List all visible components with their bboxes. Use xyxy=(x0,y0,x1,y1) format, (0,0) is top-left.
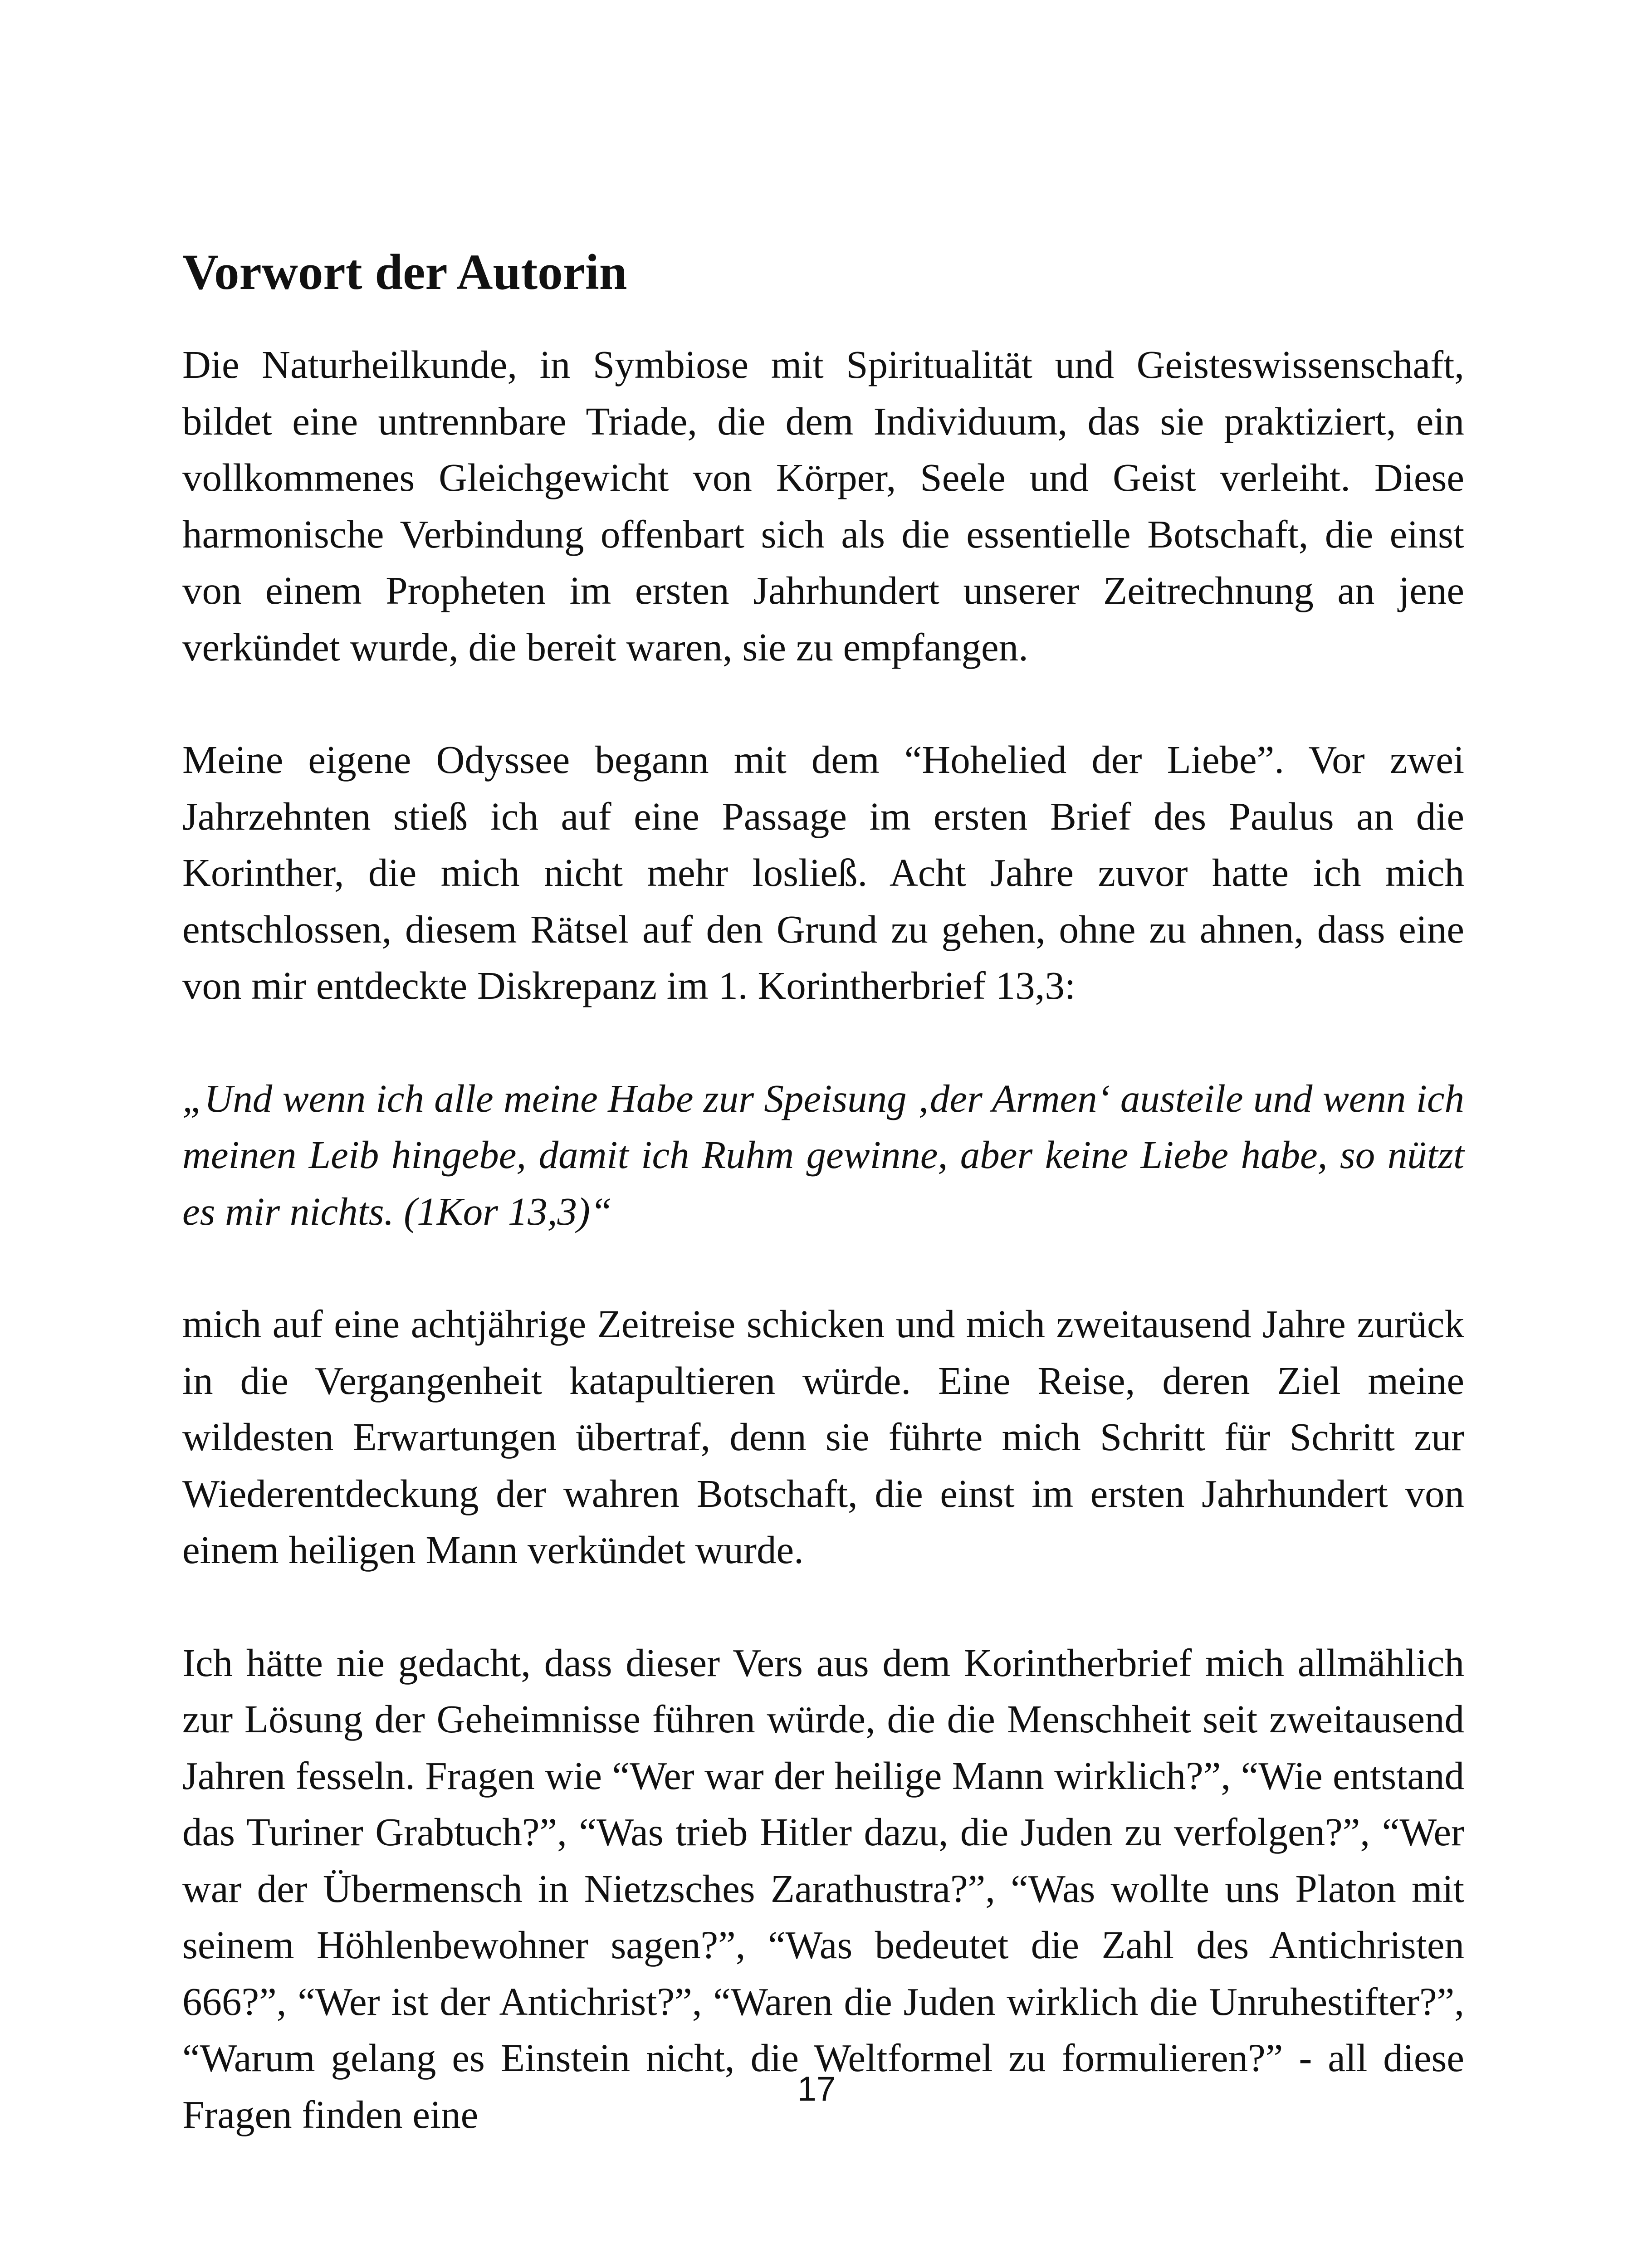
paragraph-4: Ich hätte nie gedacht, dass dieser Vers aus dem Korintherbrief mich allmählich zur Lösung der Geheimnisse führen würde, die die Menschheit seit zweitausend Jahren fesseln. Fragen wie “Wer war der heilige Mann wirklich?”, “Wie entstand das Turiner Grabtuch?”, “Was trieb Hitler dazu, die Juden zu verfolgen?”, “Wer war der Übermensch in Nietzsches Zarathustra?”, “Was wollte uns Platon mit seinem Höhlenbewohner sagen?”, “Was bedeutet die Zahl des Antichristen 666?”, “Wer ist der Antichrist?”, “Waren die Juden wirklich die Unruhestifter?”, “Warum gelang es Einstein nicht, die Weltformel zu formulieren?” - all diese Fragen finden eine xyxy=(182,1640,1464,2136)
bible-quote: „Und wenn ich alle meine Habe zur Speisung ‚der Armen‘ austeile und wenn ich meinen Leib hingebe, damit ich Ruhm gewinne, aber keine Liebe habe, so nützt es mir nichts. (1Kor 13,3)“ xyxy=(182,1076,1464,1233)
chapter-heading: Vorwort der Autorin xyxy=(182,244,627,300)
paragraph-3: mich auf eine achtjährige Zeitreise schicken und mich zweitausend Jahre zurück in die Vergangenheit katapultieren würde. Eine Reise, deren Ziel meine wildesten Erwartungen übertraf, denn sie führte mich Schritt für Schritt zur Wiederentdeckung der wahren Botschaft, die einst im ersten Jahrhundert von einem heiligen Mann verkündet wurde. xyxy=(182,1302,1464,1572)
paragraph-2: Meine eigene Odyssee begann mit dem “Hohelied der Liebe”. Vor zwei Jahrzehnten stieß ich auf eine Passage im ersten Brief des Paulus an die Korinther, die mich nicht mehr losließ. Acht Jahre zuvor hatte ich mich entschlossen, diesem Rätsel auf den Grund zu gehen, ohne zu ahnen, dass eine von mir entdeckte Diskrepanz im 1. Korintherbrief 13,3: xyxy=(182,738,1464,1008)
page-number: 17 xyxy=(797,2070,836,2108)
paragraph-1: Die Naturheilkunde, in Symbiose mit Spiritualität und Geisteswissenschaft, bildet eine untrennbare Triade, die dem Individuum, das sie praktiziert, ein vollkommenes Gleichgewicht von Körper, Seele und Geist verleiht. Diese harmonische Verbindung offenbart sich als die essentielle Botschaft, die einst von einem Propheten im ersten Jahrhundert unserer Zeitrechnung an jene verkündet wurde, die bereit waren, sie zu empfangen. xyxy=(182,342,1464,669)
page-content xyxy=(182,245,1464,2199)
